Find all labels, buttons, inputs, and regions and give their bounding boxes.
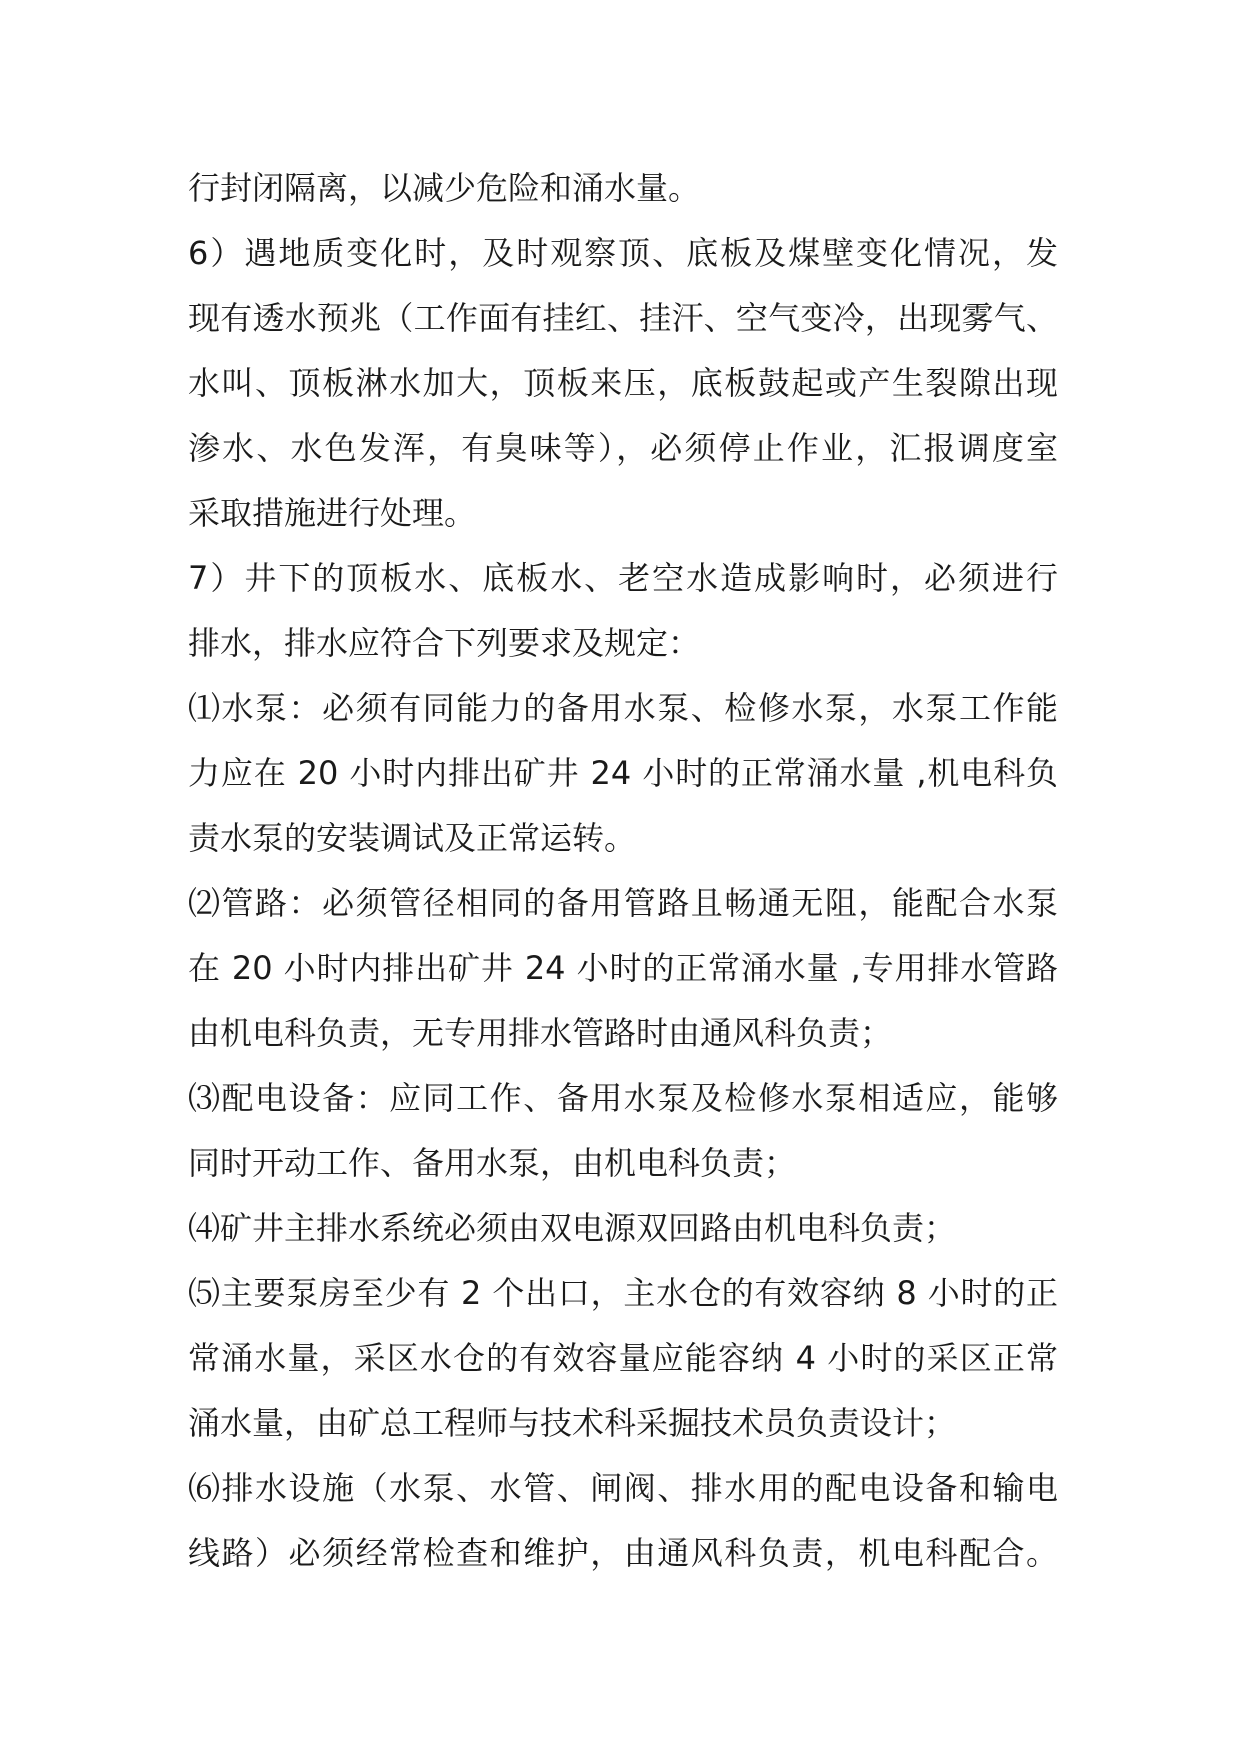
text-line: 水叫、顶板淋水加大，顶板来压，底板鼓起或产生裂隙出现 [188, 364, 1058, 402]
text-line: 7）井下的顶板水、底板水、老空水造成影响时，必须进行 [188, 559, 1058, 597]
text-line: 在 20 小时内排出矿井 24 小时的正常涌水量 ,专用排水管路 [188, 949, 1058, 987]
text-line: ⑸主要泵房至少有 2 个出口，主水仓的有效容纳 8 小时的正 [188, 1274, 1058, 1312]
text-line: ⑶配电设备：应同工作、备用水泵及检修水泵相适应，能够 [188, 1079, 1058, 1117]
document-body [188, 156, 1058, 1586]
text-line: 现有透水预兆（工作面有挂红、挂汗、空气变冷，出现雾气、 [188, 299, 1058, 337]
text-line: 排水，排水应符合下列要求及规定： [188, 624, 701, 662]
text-line: 由机电科负责，无专用排水管路时由通风科负责； [188, 1014, 893, 1052]
text-line: 力应在 20 小时内排出矿井 24 小时的正常涌水量 ,机电科负 [188, 754, 1058, 792]
text-line: 同时开动工作、备用水泵，由机电科负责； [188, 1144, 797, 1182]
text-line: 涌水量，由矿总工程师与技术科采掘技术员负责设计； [188, 1404, 957, 1442]
text-line: 行封闭隔离，以减少危险和涌水量。 [188, 169, 701, 207]
text-line: ⑹排水设施（水泵、水管、闸阀、排水用的配电设备和输电 [188, 1469, 1058, 1507]
text-line: 线路）必须经常检查和维护，由通风科负责，机电科配合。 [188, 1534, 1058, 1572]
text-line: ⑷矿井主排水系统必须由双电源双回路由机电科负责； [188, 1209, 957, 1247]
text-line: 6）遇地质变化时，及时观察顶、底板及煤壁变化情况，发 [188, 234, 1058, 272]
text-line: 责水泵的安装调试及正常运转。 [188, 819, 637, 857]
text-line: 渗水、水色发浑，有臭味等），必须停止作业，汇报调度室 [188, 429, 1058, 467]
text-line: ⑴水泵：必须有同能力的备用水泵、检修水泵，水泵工作能 [188, 689, 1058, 727]
text-line: ⑵管路：必须管径相同的备用管路且畅通无阻，能配合水泵 [188, 884, 1058, 922]
text-line: 采取措施进行处理。 [188, 494, 477, 532]
text-line: 常涌水量，采区水仓的有效容量应能容纳 4 小时的采区正常 [188, 1339, 1058, 1377]
